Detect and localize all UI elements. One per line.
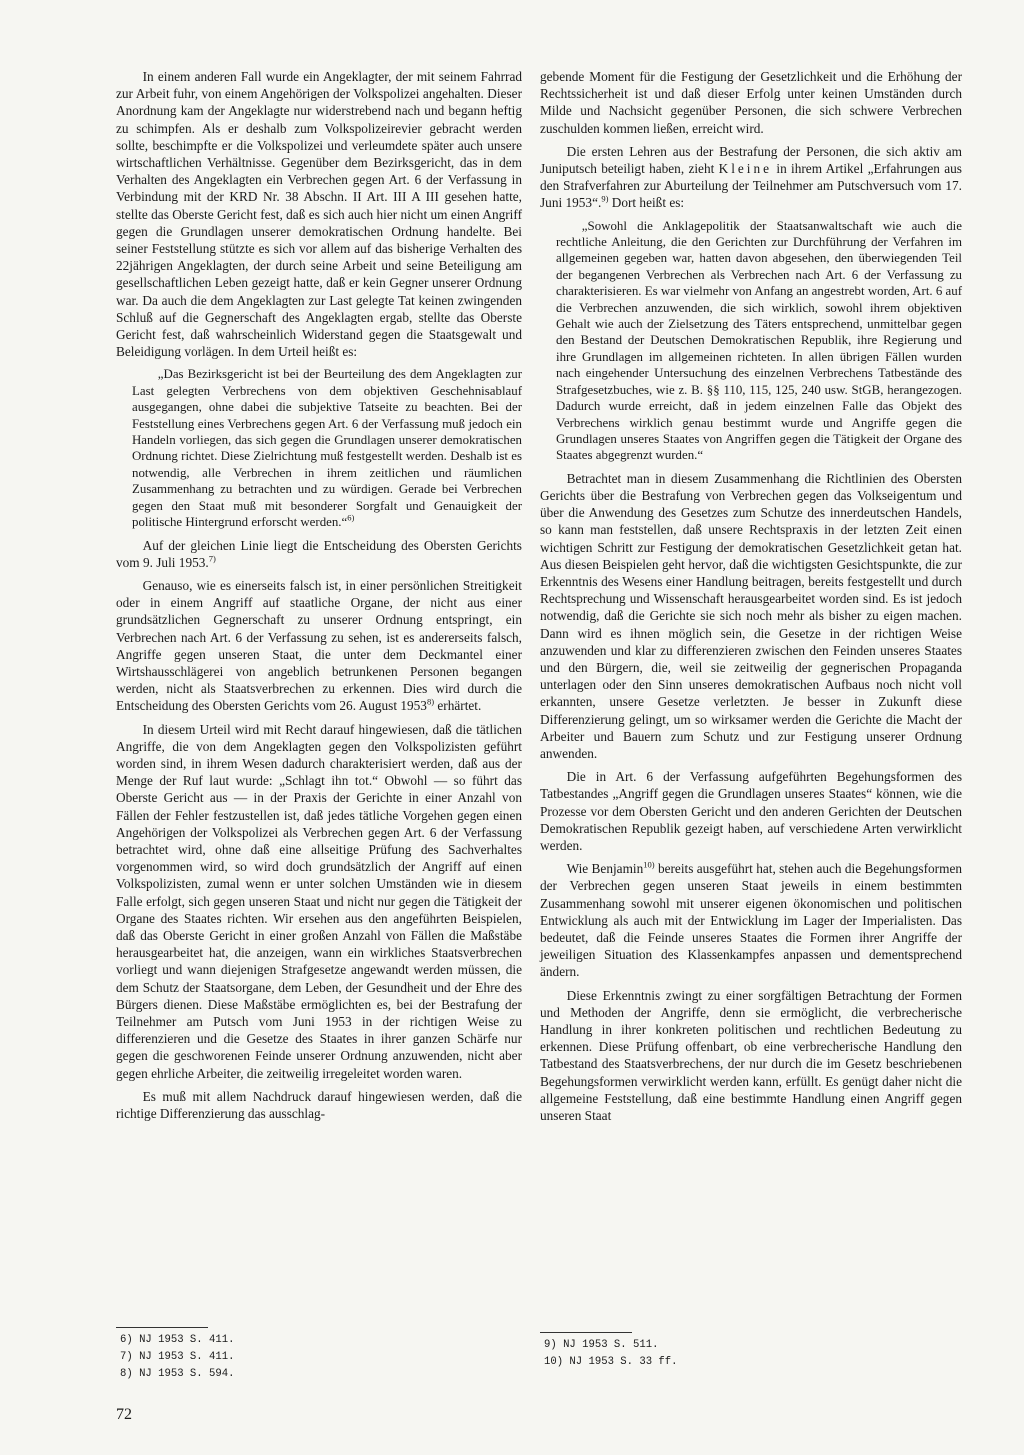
footnote-ref-10: 10) <box>643 859 655 870</box>
left-column <box>116 68 522 1128</box>
paragraph-left-4: In diesem Urteil wird mit Recht darauf hingewiesen, daß die tätlichen Angriffe, die von dem Angeklagten gegen den Volkspolizisten geführt worden sind, in ihrem Wesen dadurch charakterisiert werden, daß aus der Menge der Ruf laut wurde: „Schlagt ihn tot.“ Obwohl — so führt das Oberste Gericht aus — in der Praxis der Gerichte in einer Anzahl von Fällen der Fehler festzustellen ist, daß jedes tätliche Vorgehen gegen einen Angehörigen der Volkspolizei als Verbrechen gegen Art. 6 der Verfassung betrachtet wird, ohne daß eine allseitige Prüfung des Sachverhaltes vorgenommen wird, so wird doch grundsätzlich der Angriff auf einen Volkspolizisten, zumal wenn er unter solchen Umständen wie in diesem Falle erfolgt, sich gegen unseren Staat und nicht nur gegen die Tätigkeit der Organe des Staates richten. Wir ersehen aus den angeführten Beispielen, daß das Oberste Gericht in einer großen Anzahl von Fällen die Maßstäbe herausgearbeitet hat, die anzeigen, wann ein wirkliches Staatsverbrechen vorliegt und wann diejenigen Strafgesetze angewandt werden müssen, die dem Schutz der Staatsorgane, dem Leben, der Gesundheit und der Ehre des Bürgers dienen. Diese Maßstäbe ermöglichten es, bei der Bestrafung der Teilnehmer am Putsch vom Juni 1953 in der richtigen Weise zu differenzieren und die Gesetze des Staates in ihrer ganzen Schärfe nur gegen die geschworenen Feinde unserer Ordnung anzuwenden, nicht aber gegen ehrliche Arbeiter, die zeitweilig irregeleitet worden waren. <box>116 721 522 1081</box>
footnote-6: 6) NJ 1953 S. 411. <box>120 1334 235 1346</box>
footnotes-left <box>120 1332 234 1383</box>
page-number: 72 <box>116 1406 132 1423</box>
footnote-ref-9: 9) <box>601 194 609 204</box>
footnote-ref-6: 6) <box>347 512 355 523</box>
paragraph-right-4: Wie Benjamin$^{10)}$ bereits ausgeführt hat, stehen auch die Begehungsformen der Verbrechen gegen unseren Staat jeweils in einem bestimmten Zusammenhang sowohl mit unserer eigenen ökonomischen und politischen Entwicklung als auch mit der Entwicklung im Lager der Imperialisten. Das bedeutet, daß die Feinde unseres Staates die Formen ihrer Angriffe der jeweiligen Situation des Klassenkampfes anpassen und dementsprechend ändern. <box>540 859 962 980</box>
footnote-ref-7: 7) <box>208 553 216 564</box>
footnotes-right <box>544 1337 678 1371</box>
right-column <box>540 68 962 1130</box>
footnote-ref-8: 8) <box>426 696 435 707</box>
footnote-10: 10) NJ 1953 S. 33 ff. <box>544 1356 678 1368</box>
paragraph-right-1: Die ersten Lehren aus der Bestrafung der Personen, die sich aktiv am Juniputsch beteiligt haben, zieht Kleine in ihrem Artikel „Erfahrungen aus den Strafverfahren zur Aburteilung der Teilnehmer am Putschversuch vom 17. Juni 1953“.$^{9)}$ Dort heißt es: <box>540 143 962 211</box>
paragraph-left-2: Auf der gleichen Linie liegt die Entscheidung des Obersten Gerichts vom 9. Juli 1953.$^{7)}$ <box>116 537 522 570</box>
quote-kleine: „Sowohl die Anklagepolitik der Staatsanwaltschaft wie auch die rechtliche Anleitung, die den Gerichten zur Durchführung der Verfahren im allgemeinen gegeben war, hatten davon abgesehen, den überwiegenden Teil der begangenen Verbrechen als Verbrechen nach Art. 6 der Verfassung zu charakterisieren. Es war vielmehr von Anfang an angestrebt worden, Art. 6 auf die Verbrechen anzuwenden, die sich wirklich, sowohl ihrem objektiven Gehalt wie auch der Zielsetzung des Täters entsprechend, unmittelbar gegen den Bestand der Deutschen Demokratischen Republik, ihre Regierung und ihre Grundlagen im allgemeinen richteten. In allen übrigen Fällen wurden nach eingehender Untersuchung des einzelnen Verbrechens Tatbestände des Strafgesetzbuches, wie z. B. §§ 110, 115, 125, 240 usw. StGB, herangezogen. Dadurch wurde erreicht, daß in jedem einzelnen Falle das Objekt des Verbrechens wirklich genau bestimmt wurde und Angriffe gegen die Grundlagen unseres Staates von Angriffen gegen die Tätigkeit der Organe des Staates abgegrenzt wurden.“ <box>556 218 962 463</box>
paragraph-left-5: Es muß mit allem Nachdruck darauf hingewiesen werden, daß die richtige Differenzierung das ausschlag- <box>116 1088 522 1122</box>
paragraph-right-continued: gebende Moment für die Festigung der Gesetzlichkeit und die Erhöhung der Rechtssicherheit ist und daß dieser Erfolg unter keinen Umständen durch Milde und Nachsicht gegenüber Personen, die sich schwere Verbrechen zuschulden kommen ließen, erreicht wird. <box>540 69 962 136</box>
author-name-spaced: Kleine <box>718 161 773 177</box>
quote-bezirksgericht: „Das Bezirksgericht ist bei der Beurteilung des dem Angeklagten zur Last gelegten Verbrechens von dem objektiven Geschehnisablauf ausgegangen, ohne dabei die subjektive Tatseite zu beachten. Bei der Feststellung eines Verbrechens gegen Art. 6 der Verfassung muß jedoch ein Handeln vorliegen, das sich gegen die Grundlagen unserer demokratischen Ordnung richtet. Diese Zielrichtung muß festgestellt werden. Deshalb ist es notwendig, alle Verbrechen in ihrem zeitlichen und räumlichen Zusammenhang zu betrachten und zu würdigen. Gerade bei Verbrechen gegen den Staat muß mit besonderer Sorgfalt und Genauigkeit der politische Hintergrund erforscht werden.“$^{6)}$ <box>132 367 522 530</box>
footnote-divider-right <box>540 1332 632 1333</box>
footnote-8: 8) NJ 1953 S. 594. <box>120 1368 235 1380</box>
paragraph-right-5: Diese Erkenntnis zwingt zu einer sorgfältigen Betrachtung der Formen und Methoden der Angriffe, denn sie ermöglicht, die verbrecherische Handlung in ihrer konkreten politischen und rechtlichen Bedeutung zu erkennen. Diese Prüfung offenbart, ob eine verbrecherische Handlung den Tatbestand des Staatsverbrechens, der nur durch die im Gesetz beschriebenen Begehungsformen verwirklicht werden kann, erfüllt. Es genügt daher nicht die allgemeine Feststellung, daß eine bestimmte Handlung einen Angriff gegen unseren Staat <box>540 987 962 1124</box>
footnote-9: 9) NJ 1953 S. 511. <box>544 1339 659 1351</box>
paragraph-left-3: Genauso, wie es einerseits falsch ist, in einer persönlichen Streitigkeit oder in einem Angriff auf staatliche Organe, der nicht aus einer grundsätzlichen Gegnerschaft zu unserer Ordnung entspringt, ein Verbrechen nach Art. 6 der Verfassung zu sehen, ist es andererseits falsch, Angriffe gegen unseren Staat, die unter dem Deckmantel einer Wirtshausschlägerei von angeblich betrunkenen Personen begangen werden, nicht als Staatsverbrechen zu erkennen. Dies wird durch die Entscheidung des Obersten Gerichts vom 26. August 1953$^{8)}$ erhärtet. <box>116 577 522 714</box>
paragraph-right-3: Die in Art. 6 der Verfassung aufgeführten Begehungsformen des Tatbestandes „Angriff gegen die Grundlagen unseres Staates“ können, wie die Prozesse vor dem Obersten Gericht und den anderen Gerichten der Deutschen Demokratischen Republik gezeigt haben, auf verschiedene Arten verwirklicht werden. <box>540 769 962 853</box>
footnote-7: 7) NJ 1953 S. 411. <box>120 1351 235 1363</box>
paragraph-left-1: In einem anderen Fall wurde ein Angeklagter, der mit seinem Fahrrad zur Arbeit fuhr, von einem Angehörigen der Volkspolizei angehalten. Dieser Anordnung kam der Angeklagte nur widerstrebend nach und begann heftig zu schimpfen. Als er deshalb zum Volkspolizeirevier gebracht werden sollte, beschimpfte er die Volkspolizei und verleumdete später auch unsere wirtschaftlichen Verhältnisse. Gegenüber dem Bezirksgericht, das in dem Verhalten des Angeklagten ein Verbrechen gegen Art. 6 der Verfassung in Verbindung mit der KRD Nr. 38 Abschn. II Art. III A III gesehen hatte, stellte das Oberste Gericht fest, daß es sich auch hier nicht um einen Angriff gegen die Grundlagen unserer demokratischen Ordnung handelte. Bei seiner Feststellung stützte es sich vor allem auf das bisherige Verhalten des 22jährigen Angeklagten, der durch seine Arbeit und seine Beteiligung am gesellschaftlichen Leben gezeigt hatte, daß er kein Gegner unserer Ordnung war. Da auch die dem Angeklagten zur Last gelegte Tat keinen zwingenden Schluß auf die Gegnerschaft des Angeklagten ergab, stellte das Oberste Gericht fest, daß wahrscheinlich Widerstand gegen die Staatsgewalt und Beleidigung vorlägen. In dem Urteil heißt es: <box>116 69 522 360</box>
footnote-divider-left <box>116 1327 208 1328</box>
paragraph-right-2: Betrachtet man in diesem Zusammenhang die Richtlinien des Obersten Gerichts über die Bestrafung von Verbrechen gegen das Volkseigentum und über die Anwendung des Gesetzes zum Schutze des innerdeutschen Handels, so kann man feststellen, daß unsere Rechtspraxis in der letzten Zeit einen wichtigen Schritt zur Festigung der demokratischen Gesetzlichkeit getan hat. Aus diesen Beispielen geht hervor, daß die wichtigsten Gesichtspunkte, die zur Erkenntnis des Wesens einer Handlung beitragen, bereits festgestellt und durch Rechtsprechung und Wissenschaft herausgearbeitet worden sind. Es ist jedoch notwendig, daß die Gerichte sie sich noch mehr als bisher zu eigen machen. Dann wird es ihnen möglich sein, die Gesetze in der richtigen Weise anzuwenden und klar zu differenzieren zwischen den Feinden unseres Staates und den Bürgern, die, weil sie zeitweilig der gegnerischen Propaganda unterlagen oder den Sinn unseres demokratischen Aufbaus noch nicht voll erkannten, unsere Gesetze verletzten. Je besser in Zukunft diese Differenzierung gelingt, um so wirksamer werden die Gerichte die Macht der Arbeiter und Bauern zum Schutz und zur Festigung unserer Ordnung anwenden. <box>540 470 962 761</box>
